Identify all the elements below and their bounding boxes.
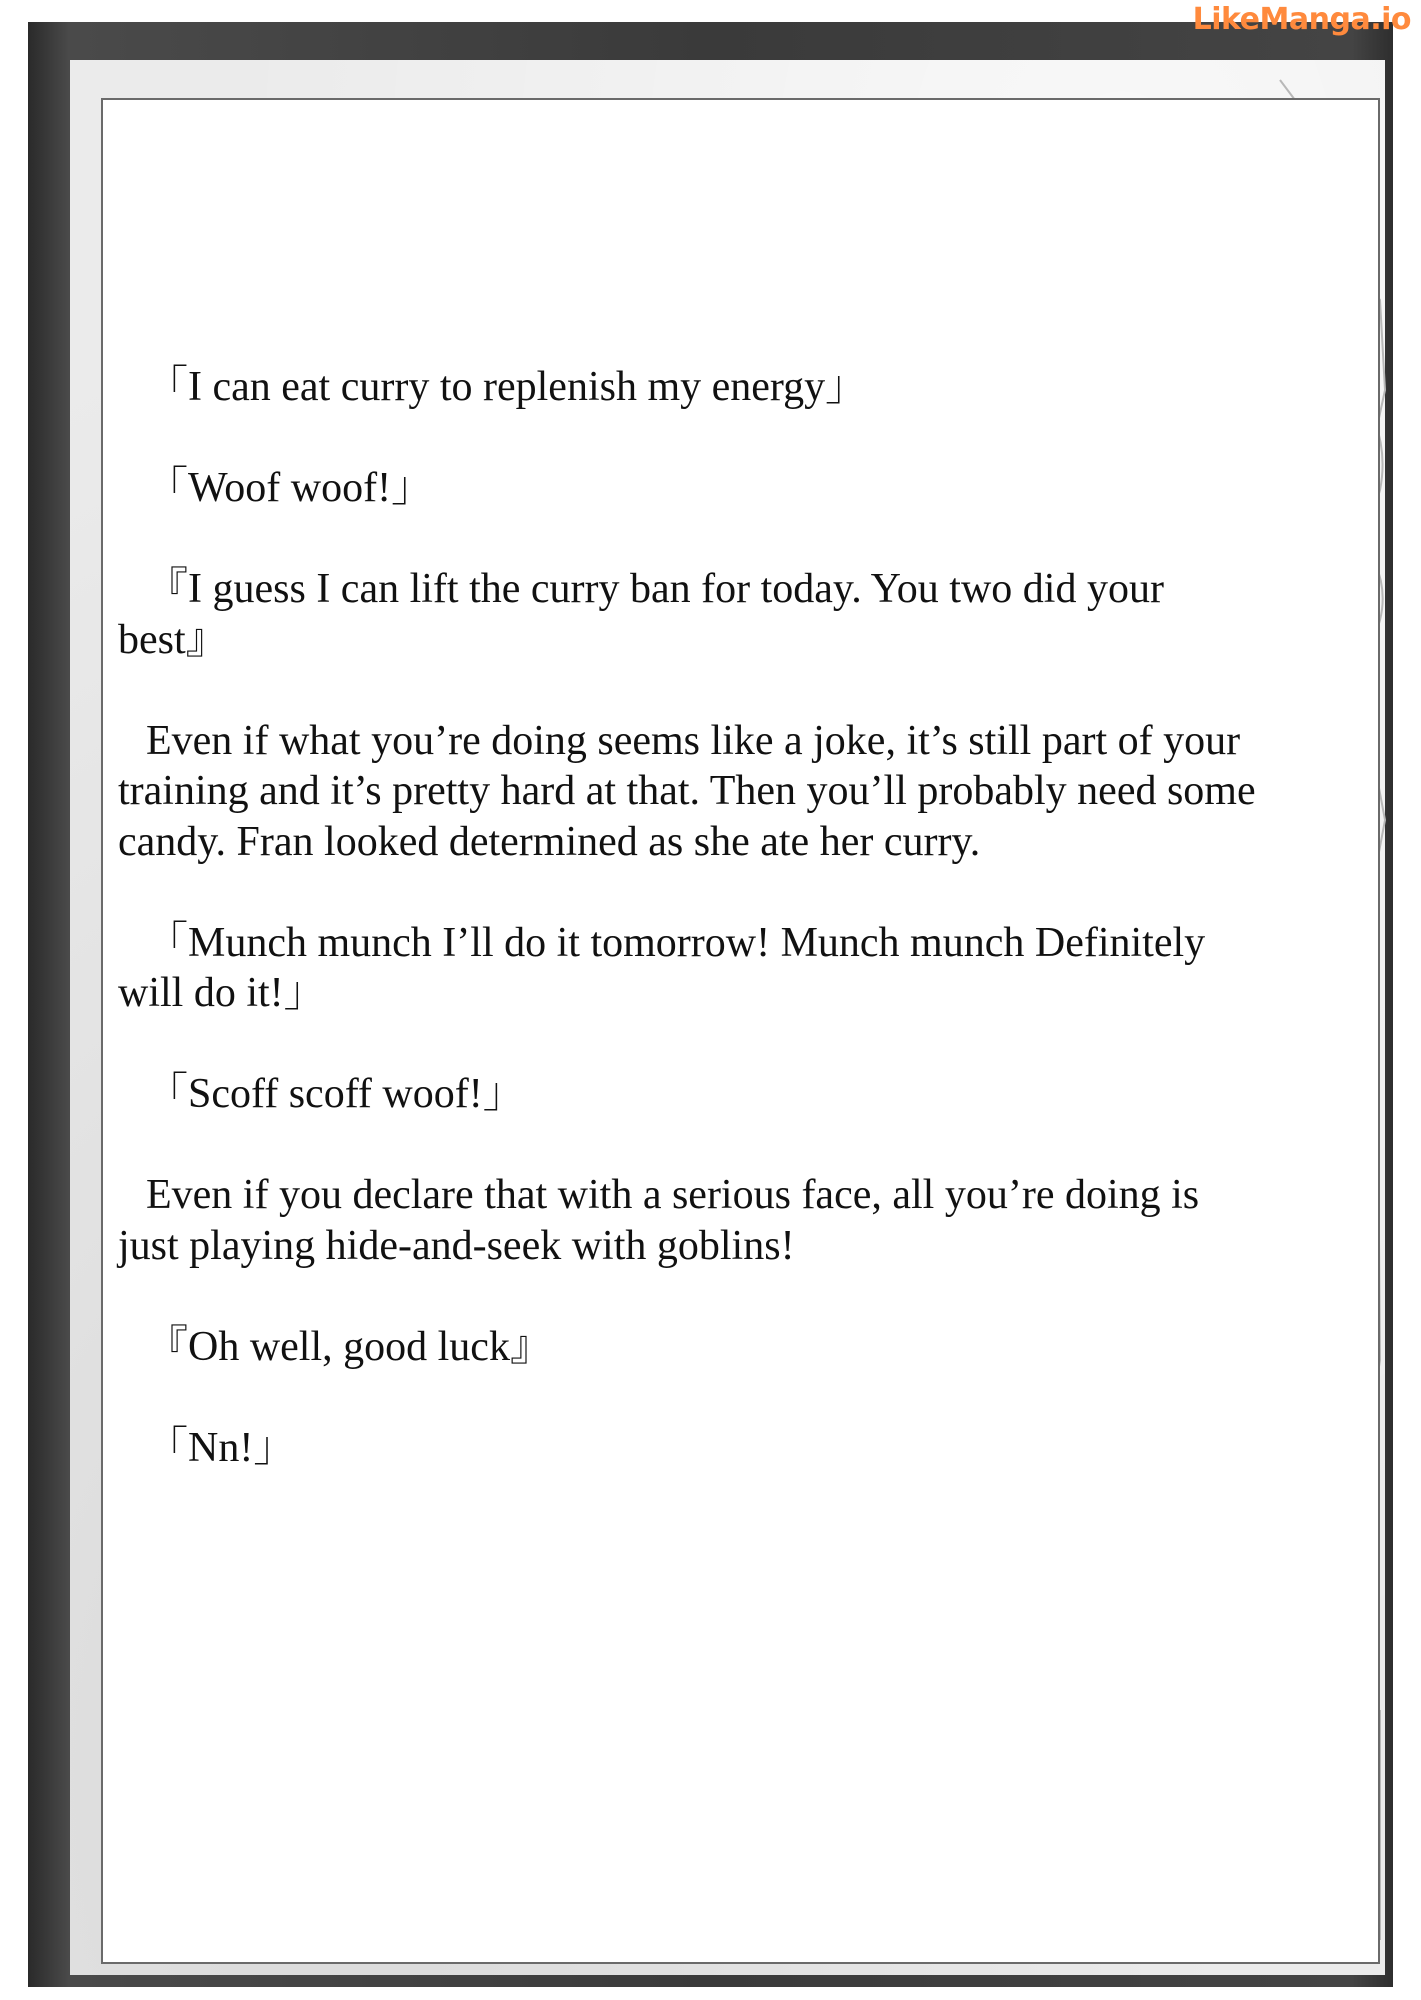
- paragraph: 『Oh well, good luck』: [146, 1323, 552, 1370]
- paragraph: 「Scoff scoff woof!」: [146, 1071, 525, 1117]
- paragraph: Even if what you’re doing seems like a joke, it’s still part of your training and it’s pretty hard at that. Then you’ll probably need some candy. Fran looked determined as she ate her curry.: [118, 717, 1267, 865]
- paragraph: 「Woof woof!」: [146, 465, 434, 511]
- watermark-logo: LikeManga.io: [1192, 2, 1411, 37]
- paragraph: 「Nn!」: [146, 1424, 296, 1471]
- paragraph: 「Munch munch I’ll do it tomorrow! Munch munch Definitely will do it!」: [118, 919, 1216, 1016]
- paragraph: 『I guess I can lift the curry ban for today. You two did your best』: [118, 566, 1175, 663]
- page-text: [118, 362, 1267, 1524]
- paragraph: Even if you declare that with a serious face, all you’re doing is just playing hide-and-seek with goblins!: [118, 1172, 1210, 1269]
- paragraph: 「I can eat curry to replenish my energy」: [146, 364, 868, 410]
